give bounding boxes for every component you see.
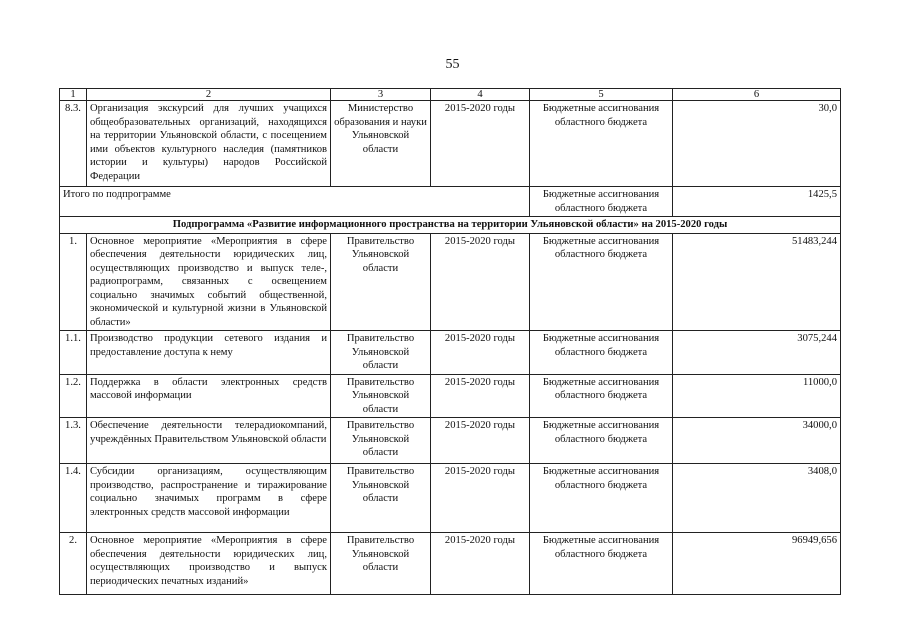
funding-source: Бюджетные ассигнования областного бюджета xyxy=(530,331,673,375)
table-row xyxy=(60,533,841,595)
period: 2015-2020 годы xyxy=(431,464,530,533)
row-number: 8.3. xyxy=(60,101,87,187)
column-number: 6 xyxy=(673,89,841,101)
activity-name: Основное мероприятие «Мероприятия в сфере обеспечения деятельности юридических лиц, осуществляющих производство и выпуск теле-, радиопрограмм, связанных с освещением социально значимых событий общественной, экономической и культурной жизни в Ульяновской области» xyxy=(87,233,331,331)
row-number: 1.3. xyxy=(60,418,87,464)
funding-source: Бюджетные ассигнования областного бюджета xyxy=(530,533,673,595)
period: 2015-2020 годы xyxy=(431,374,530,418)
table-row xyxy=(60,464,841,533)
activity-name: Субсидии организациям, осуществляющим производство, распространение и тиражирование социально значимых программ в сфере электронных средств массовой информации xyxy=(87,464,331,533)
executor: Правительство Ульяновской области xyxy=(331,331,431,375)
executor: Правительство Ульяновской области xyxy=(331,464,431,533)
amount: 96949,656 xyxy=(673,533,841,595)
executor: Правительство Ульяновской области xyxy=(331,374,431,418)
executor: Правительство Ульяновской области xyxy=(331,233,431,331)
column-number-row xyxy=(60,89,841,101)
column-number: 1 xyxy=(60,89,87,101)
funding-source: Бюджетные ассигнования областного бюджета xyxy=(530,464,673,533)
activity-name: Организация экскурсий для лучших учащихся общеобразовательных организаций, находящихся на территории Ульяновской области, с посещением ими объектов культурного наследия (памятников истории и культуры) народов Российской Федерации xyxy=(87,101,331,187)
period: 2015-2020 годы xyxy=(431,233,530,331)
activity-name: Основное мероприятие «Мероприятия в сфере обеспечения деятельности юридических лиц, осуществляющих производство и выпуск периодических печатных изданий» xyxy=(87,533,331,595)
funding-source: Бюджетные ассигнования областного бюджета xyxy=(530,101,673,187)
period: 2015-2020 годы xyxy=(431,101,530,187)
activity-name: Поддержка в области электронных средств массовой информации xyxy=(87,374,331,418)
total-label: Итого по подпрограмме xyxy=(60,187,530,217)
row-number: 1.1. xyxy=(60,331,87,375)
amount: 34000,0 xyxy=(673,418,841,464)
subprogram-title: Подпрограмма «Развитие информационного пространства на территории Ульяновской области» на 2015-2020 годы xyxy=(60,217,841,234)
total-amount: 1425,5 xyxy=(673,187,841,217)
activity-name: Обеспечение деятельности телерадиокомпаний, учреждённых Правительством Ульяновской области xyxy=(87,418,331,464)
row-number: 2. xyxy=(60,533,87,595)
table-row xyxy=(60,331,841,375)
page-number: 55 xyxy=(445,57,460,72)
executor: Министерство образования и науки Ульяновской области xyxy=(331,101,431,187)
funding-source: Бюджетные ассигнования областного бюджета xyxy=(530,187,673,217)
row-number: 1.2. xyxy=(60,374,87,418)
row-number: 1.4. xyxy=(60,464,87,533)
row-number: 1. xyxy=(60,233,87,331)
table-row xyxy=(60,374,841,418)
column-number: 4 xyxy=(431,89,530,101)
period: 2015-2020 годы xyxy=(431,533,530,595)
executor: Правительство Ульяновской области xyxy=(331,418,431,464)
program-table xyxy=(59,88,841,595)
column-number: 3 xyxy=(331,89,431,101)
amount: 3408,0 xyxy=(673,464,841,533)
amount: 11000,0 xyxy=(673,374,841,418)
period: 2015-2020 годы xyxy=(431,331,530,375)
amount: 51483,244 xyxy=(673,233,841,331)
amount: 30,0 xyxy=(673,101,841,187)
column-number: 2 xyxy=(87,89,331,101)
funding-source: Бюджетные ассигнования областного бюджета xyxy=(530,374,673,418)
table-row xyxy=(60,418,841,464)
total-row xyxy=(60,187,841,217)
funding-source: Бюджетные ассигнования областного бюджета xyxy=(530,233,673,331)
subprogram-row xyxy=(60,217,841,234)
executor: Правительство Ульяновской области xyxy=(331,533,431,595)
activity-name: Производство продукции сетевого издания и предоставление доступа к нему xyxy=(87,331,331,375)
table-row xyxy=(60,101,841,187)
period: 2015-2020 годы xyxy=(431,418,530,464)
funding-source: Бюджетные ассигнования областного бюджета xyxy=(530,418,673,464)
amount: 3075,244 xyxy=(673,331,841,375)
table-row xyxy=(60,233,841,331)
column-number: 5 xyxy=(530,89,673,101)
